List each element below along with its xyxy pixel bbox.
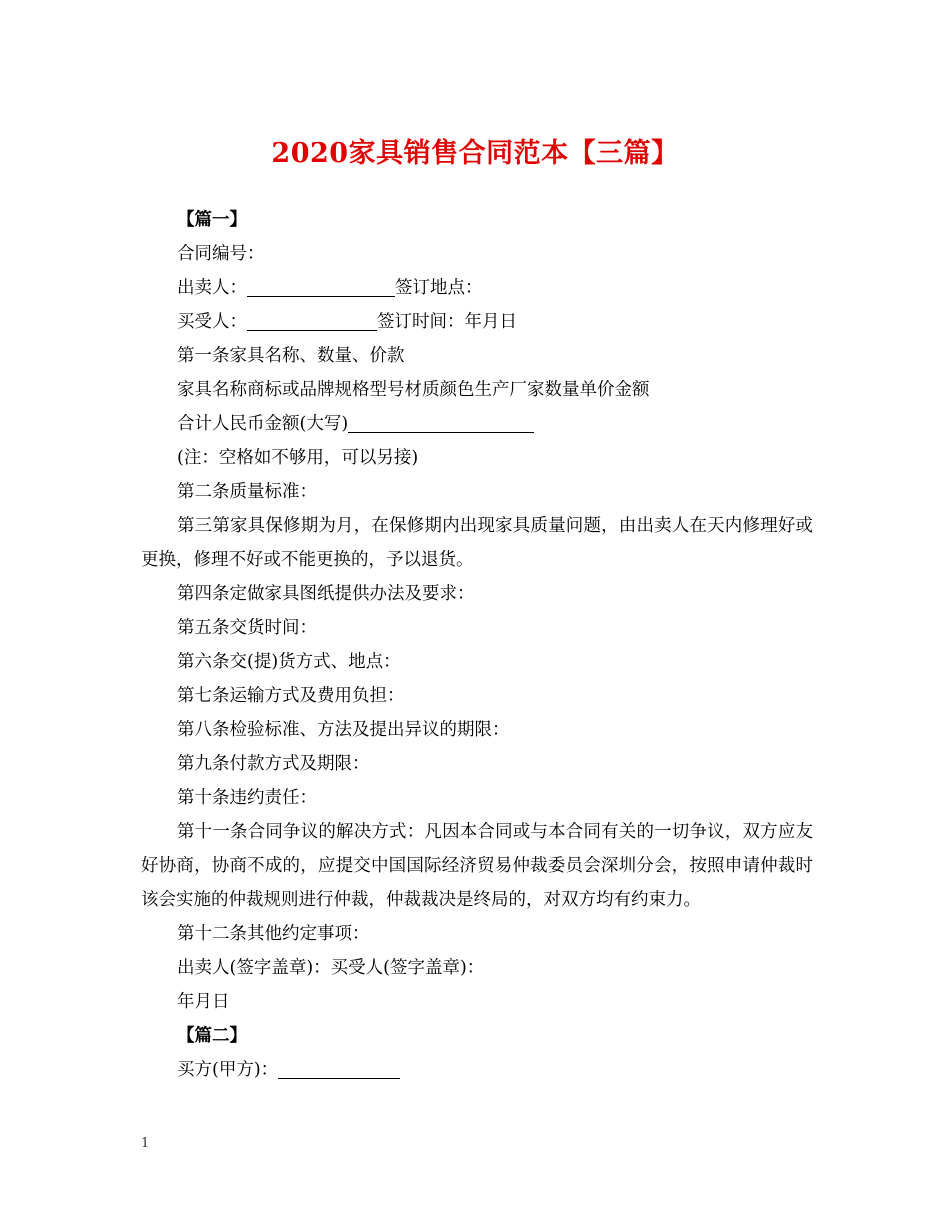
sign-time-label: 签订时间：年月日 [377, 312, 517, 332]
signature-line: 出卖人(签字盖章)：买受人(签字盖章)： [177, 958, 485, 978]
article-3: 第三第家具保修期为月，在保修期内出现家具质量问题，由出卖人在天内修理好或更换，修理不好或不能更换的，予以退货。 [141, 516, 813, 570]
article-12: 第十二条其他约定事项： [177, 924, 370, 944]
total-amount-label: 合计人民币金额(大写) [177, 414, 349, 434]
article-1: 第一条家具名称、数量、价款 [177, 346, 405, 366]
party-a-label: 买方(甲方)： [177, 1060, 279, 1080]
party-a-line [141, 1053, 813, 1087]
article-8: 第八条检验标准、方法及提出异议的期限： [177, 720, 510, 740]
seller-label: 出卖人： [177, 278, 247, 298]
sign-place-label: 签订地点： [395, 278, 483, 298]
document-body [141, 203, 813, 1087]
seller-line [141, 271, 813, 305]
article-11: 第十一条合同争议的解决方式：凡因本合同或与本合同有关的一切争议，双方应友好协商，协商不成的，应提交中国国际经济贸易仲裁委员会深圳分会，按照申请仲裁时该会实施的仲裁规则进行仲裁，仲裁裁决是终局的，对双方均有约束力。 [141, 822, 813, 910]
seller-blank [247, 274, 395, 297]
date-line: 年月日 [177, 992, 230, 1012]
article-10: 第十条违约责任： [177, 788, 317, 808]
page-number: 1 [141, 1136, 150, 1151]
article-6: 第六条交(提)货方式、地点： [177, 652, 401, 672]
document-title: 2020家具销售合同范本【三篇】 [271, 138, 679, 169]
buyer-line [141, 305, 813, 339]
part2-heading: 【篇二】 [177, 1026, 247, 1046]
article-5: 第五条交货时间： [177, 618, 317, 638]
article-2: 第二条质量标准： [177, 482, 317, 502]
buyer-label: 买受人： [177, 312, 247, 332]
total-amount-line [141, 407, 813, 441]
table-header-line: 家具名称商标或品牌规格型号材质颜色生产厂家数量单价金额 [177, 380, 650, 400]
total-amount-blank [348, 410, 534, 433]
article-9: 第九条付款方式及期限： [177, 754, 370, 774]
part1-heading: 【篇一】 [177, 210, 247, 230]
article-4: 第四条定做家具图纸提供办法及要求： [177, 584, 475, 604]
buyer-blank [247, 308, 377, 331]
article-7: 第七条运输方式及费用负担： [177, 686, 405, 706]
contract-number-line: 合同编号： [177, 244, 265, 264]
party-a-blank [278, 1056, 400, 1079]
note-line: (注：空格如不够用，可以另接) [177, 448, 419, 468]
